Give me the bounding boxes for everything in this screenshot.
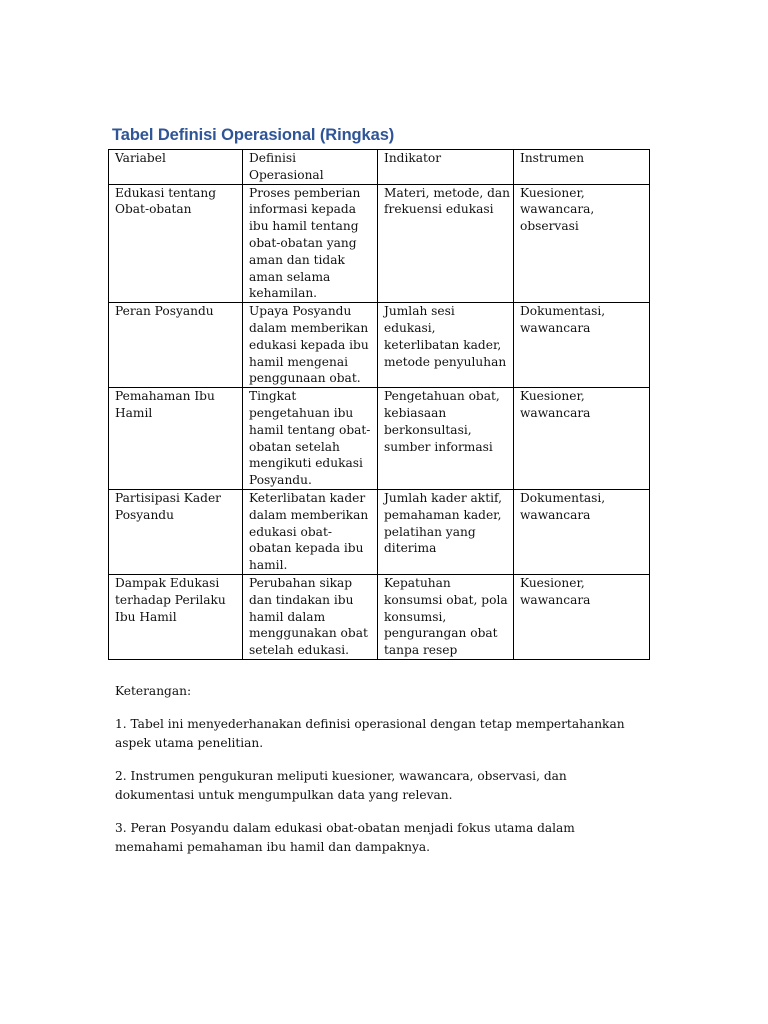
cell-instrumen: Dokumentasi, wawancara (514, 303, 650, 388)
document-page (108, 124, 653, 871)
cell-instrumen: Kuesioner, wawancara (514, 388, 650, 490)
cell-instrumen: Kuesioner, wawancara, observasi (514, 184, 650, 303)
cell-instrumen: Dokumentasi, wawancara (514, 489, 650, 574)
notes-heading: Keterangan: (115, 683, 192, 698)
cell-indikator: Jumlah kader aktif, pemahaman kader, pelatihan yang diterima (378, 489, 514, 574)
note-item: 3. Peran Posyandu dalam edukasi obat-obatan menjadi fokus utama dalam memahami pemahaman ibu hamil dan dampaknya. (115, 820, 575, 854)
table-row (109, 303, 650, 388)
cell-variabel: Pemahaman Ibu Hamil (109, 388, 243, 490)
note-item: 1. Tabel ini menyederhanakan definisi operasional dengan tetap mempertahankan aspek utama penelitian. (115, 716, 625, 750)
header-variabel: Variabel (109, 150, 243, 185)
page-title: Tabel Definisi Operasional (Ringkas) (112, 126, 395, 144)
cell-instrumen: Kuesioner, wawancara (514, 574, 650, 659)
cell-indikator: Pengetahuan obat, kebiasaan berkonsultasi, sumber informasi (378, 388, 514, 490)
cell-indikator: Jumlah sesi edukasi, keterlibatan kader, metode penyuluhan (378, 303, 514, 388)
header-indikator: Indikator (378, 150, 514, 185)
notes-section (115, 682, 645, 857)
cell-definisi: Keterlibatan kader dalam memberikan edukasi obat-obatan kepada ibu hamil. (243, 489, 378, 574)
cell-definisi: Perubahan sikap dan tindakan ibu hamil dalam menggunakan obat setelah edukasi. (243, 574, 378, 659)
cell-indikator: Kepatuhan konsumsi obat, pola konsumsi, pengurangan obat tanpa resep (378, 574, 514, 659)
cell-definisi: Proses pemberian informasi kepada ibu hamil tentang obat-obatan yang aman dan tidak aman selama kehamilan. (243, 184, 378, 303)
header-instrumen: Instrumen (514, 150, 650, 185)
table-row (109, 184, 650, 303)
header-definisi: Definisi Operasional (243, 150, 378, 185)
cell-variabel: Partisipasi Kader Posyandu (109, 489, 243, 574)
table-header-row (109, 150, 650, 185)
operational-definition-table (108, 149, 650, 660)
table-row (109, 489, 650, 574)
cell-indikator: Materi, metode, dan frekuensi edukasi (378, 184, 514, 303)
cell-definisi: Upaya Posyandu dalam memberikan edukasi kepada ibu hamil mengenai penggunaan obat. (243, 303, 378, 388)
cell-definisi: Tingkat pengetahuan ibu hamil tentang obat-obatan setelah mengikuti edukasi Posyandu. (243, 388, 378, 490)
cell-variabel: Peran Posyandu (109, 303, 243, 388)
table-row (109, 388, 650, 490)
note-item: 2. Instrumen pengukuran meliputi kuesioner, wawancara, observasi, dan dokumentasi untuk mengumpulkan data yang relevan. (115, 768, 567, 802)
cell-variabel: Dampak Edukasi terhadap Perilaku Ibu Hamil (109, 574, 243, 659)
cell-variabel: Edukasi tentang Obat-obatan (109, 184, 243, 303)
table-row (109, 574, 650, 659)
